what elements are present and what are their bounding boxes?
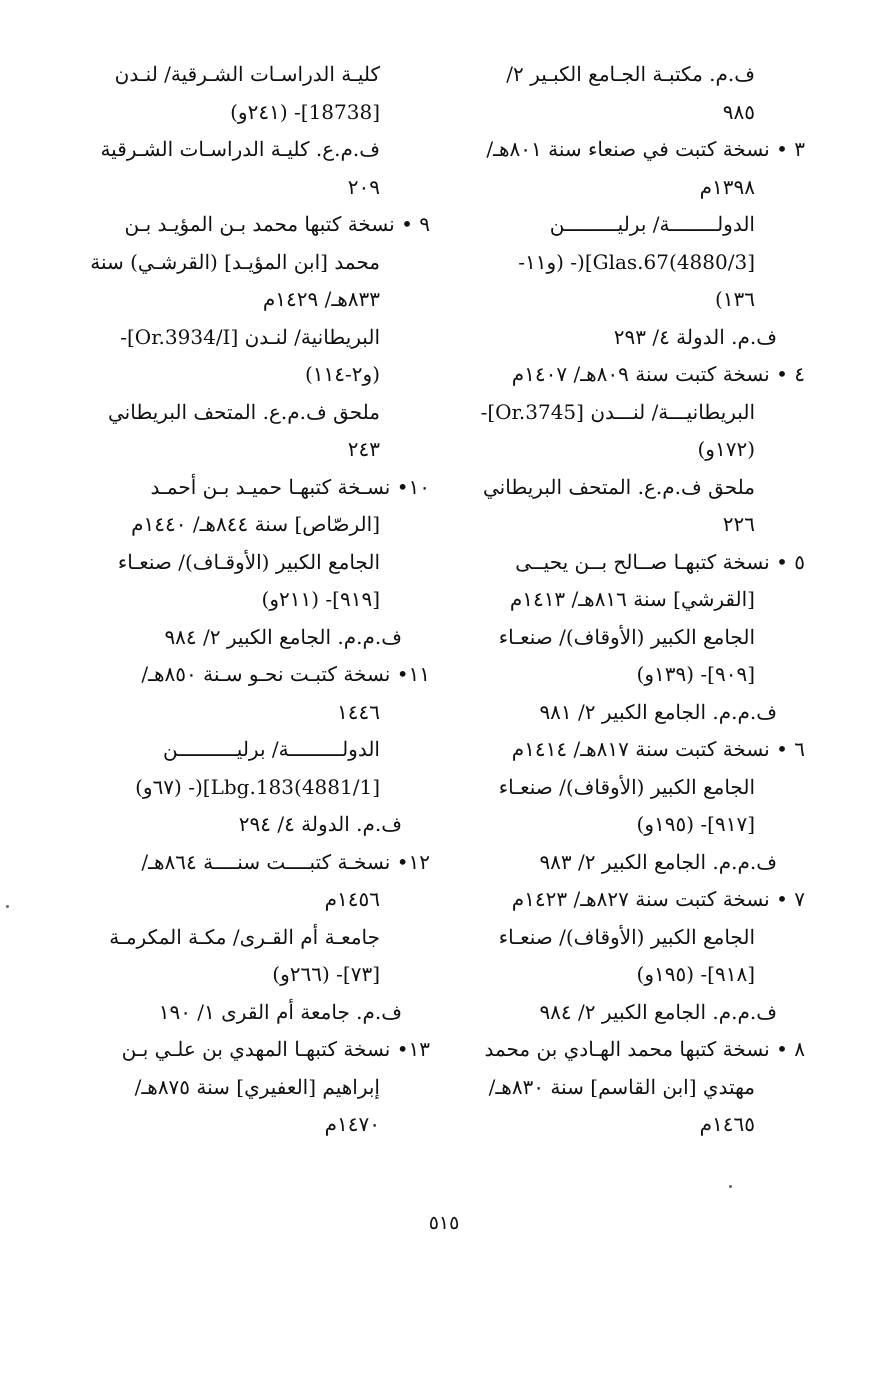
text-line: الجامع الكبير (الأوقاف)/ صنعـاء	[498, 774, 755, 799]
text-line: (و٢-١١٤)	[304, 362, 380, 386]
citation-line: ف.م. الدولة ٤/ ٢٩٤	[238, 812, 402, 836]
text-line: البريطانيـــة/ لنـــدن [Or.3745]-	[480, 399, 755, 424]
text-line: [٧٣]- (٢٦٦و)	[272, 962, 380, 986]
entry-heading-line: ١١• نسخة كتبـت نحـو سـنة ٨٥٠هـ/	[141, 662, 430, 686]
text-line: البريطانية/ لنـدن [Or.3934/I]-	[120, 324, 380, 349]
text-line: جامعـة أم القـرى/ مكـة المكرمـة	[109, 924, 380, 949]
text-line: ٢٤٣	[347, 437, 380, 461]
text-line: الدولــــــــة/ برليـــــــــن	[549, 212, 755, 236]
citation-line: ف.م.م. الجامع الكبير ٢/ ٩٨٣	[539, 849, 777, 874]
text-line: [18738]- (٢٤١و)	[230, 99, 380, 124]
text-line: [٩١٩]- (٢١١و)	[261, 587, 380, 611]
text-line: ملحق ف.م.ع. المتحف البريطاني	[107, 399, 380, 424]
text-line: ف.م.ع. كليـة الدراسـات الشـرقية	[100, 137, 380, 161]
citation-line: ف.م.م. الجامع الكبير ٢/ ٩٨١	[539, 699, 777, 724]
text-line: ٢٠٩	[347, 174, 380, 199]
text-line: [٩١٨]- (١٩٥و)	[636, 962, 755, 986]
text-line: ١٤٤٦	[337, 699, 380, 724]
text-line: مهتدي [ابن القاسم] سنة ٨٣٠هـ/	[488, 1074, 755, 1099]
page-number: ٥١٥	[428, 1212, 460, 1234]
text-line: الجامع الكبير (الأوقـاف)/ صنعـاء	[117, 549, 380, 574]
citation-line: ف.م.م. الجامع الكبير ٢/ ٩٨٤	[539, 999, 777, 1024]
text-line: ١٣٩٨م	[699, 174, 755, 199]
entry-heading-line: ٩ • نسخة كتبها محمد بـن المؤيـد بـن	[124, 212, 430, 236]
entry-heading-line: ٥ • نسخة كتبهـا صــالح بــن يحيــى	[515, 549, 805, 574]
text-line: [القرشي] سنة ٨١٦هـ/ ١٤١٣م	[509, 587, 755, 611]
text-line: ١٤٥٦م	[324, 887, 380, 911]
left-column	[85, 56, 430, 1144]
text-line: ٩٨٥	[722, 99, 755, 124]
citation-line: ف.م.م. الجامع الكبير ٢/ ٩٨٤	[164, 624, 402, 649]
text-line: الجامع الكبير (الأوقاف)/ صنعـاء	[498, 924, 755, 949]
text-line: ١٣٦)	[714, 287, 755, 311]
citation-line: ف.م. جامعة أم القرى ١/ ١٩٠	[158, 999, 402, 1024]
right-column	[460, 56, 805, 1144]
text-line: ١٤٧٠م	[324, 1112, 380, 1136]
text-line: محمد [ابن المؤيـد] (القرشـي) سنة	[90, 249, 380, 274]
entry-heading-line: ٨ • نسخة كتبها محمد الهـادي بن محمد	[484, 1037, 805, 1061]
entry-heading-line: ١٢• نسخـة كتبــــت سنــــة ٨٦٤هـ/	[141, 849, 430, 874]
text-line: [الرصّاص] سنة ٨٤٤هـ/ ١٤٤٠م	[131, 512, 380, 536]
text-line: إبراهيم [العفيري] سنة ٨٧٥هـ/	[134, 1074, 380, 1099]
entry-heading-line: ٣ • نسخة كتبت في صنعاء سنة ٨٠١هـ/	[486, 137, 805, 161]
text-line: ف.م. مكتبـة الجـامع الكبـير ٢/	[506, 62, 755, 86]
text-line: ١٤٦٥م	[699, 1112, 755, 1136]
text-line: ٨٣٣هـ/ ١٤٢٩م	[262, 287, 380, 311]
text-line: الجامع الكبير (الأوقاف)/ صنعـاء	[498, 624, 755, 649]
text-line: كليـة الدراسـات الشـرقية/ لنـدن	[114, 62, 380, 86]
citation-line: ف.م. الدولة ٤/ ٢٩٣	[613, 324, 777, 349]
text-line: ملحق ف.م.ع. المتحف البريطاني	[482, 474, 755, 499]
entry-heading-line: ٤ • نسخة كتبت سنة ٨٠٩هـ/ ١٤٠٧م	[511, 362, 805, 386]
scan-speck	[6, 905, 9, 908]
text-line: [٩٠٩]- (١٣٩و)	[636, 662, 755, 686]
entry-heading-line: ٧ • نسخة كتبت سنة ٨٢٧هـ/ ١٤٢٣م	[511, 887, 805, 911]
text-line: (١٧٢و)	[697, 437, 755, 461]
text-line: [٩١٧]- (١٩٥و)	[636, 812, 755, 836]
entry-heading-line: ١٣• نسخة كتبهـا المهدي بن علـي بـن	[121, 1037, 430, 1061]
entry-heading-line: ٦ • نسخة كتبت سنة ٨١٧هـ/ ١٤١٤م	[511, 737, 805, 761]
text-line: الدولـــــــــة/ برليــــــــــن	[162, 737, 380, 761]
entry-heading-line: ١٠• نسـخة كتبهـا حميـد بـن أحمـد	[150, 474, 430, 499]
text-line: ٢٢٦	[722, 512, 755, 536]
text-line: [4881/1)Lbg.183](- (٦٧و)	[135, 774, 380, 799]
scan-speck	[729, 1185, 732, 1188]
text-line: [4880/3)Glas.67](- (و١١-	[518, 249, 755, 274]
